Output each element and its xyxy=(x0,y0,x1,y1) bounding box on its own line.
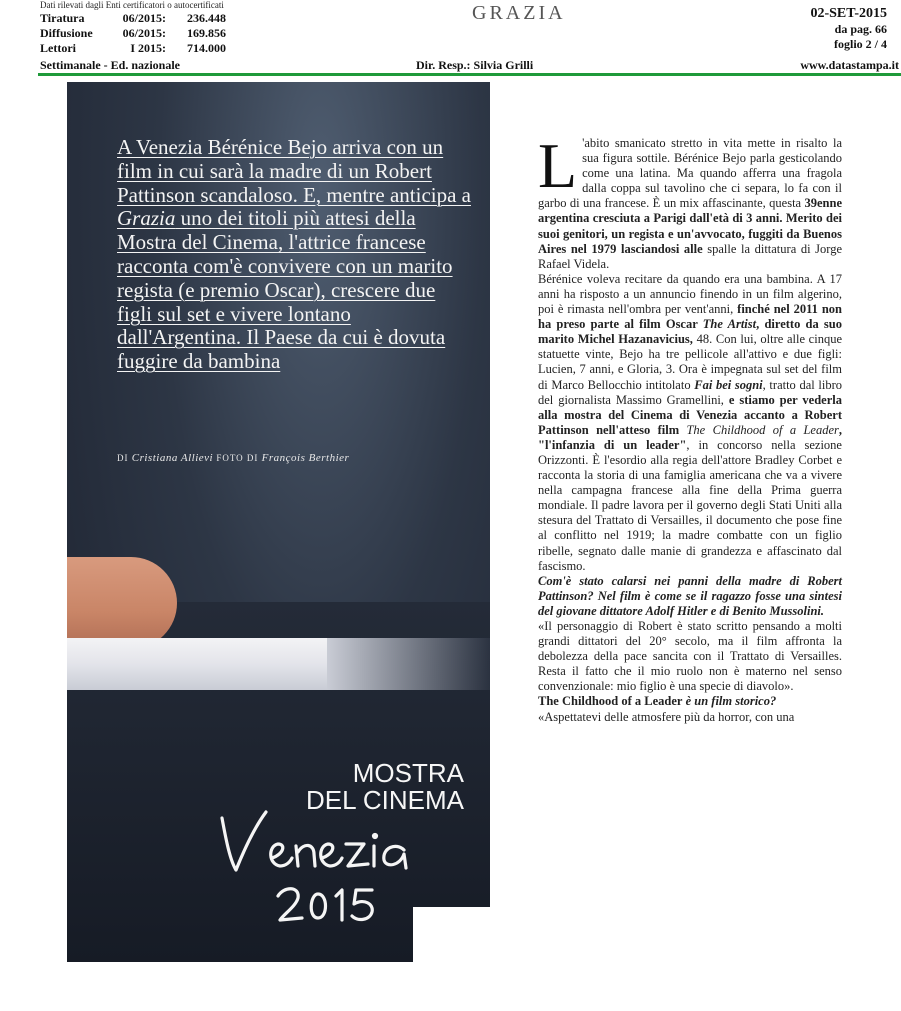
article-paragraph-1 xyxy=(538,130,842,272)
byline-photographer: François Berthier xyxy=(261,452,350,464)
interview-answer-1: «Il personaggio di Robert è stato scritto pensando a molti grandi dittatori del 20° secolo, ma il film affronta la debolezza della pace sancita con il Trattato di Versailles. Resta il fatto che il mio ruolo non è materno nel senso convenzionale: mio figlio è una specie di diavolo». xyxy=(538,619,842,694)
photo-arm xyxy=(67,557,177,649)
intro-text-b: uno dei titoli più attesi della Mostra del Cinema, l'attrice francese racconta com'è convivere con un marito regista (e premio Oscar), crescere due figli sul set e vivere lontano dall'Argentina. Il Paese da cui è dovuta fuggire da bambina xyxy=(117,206,453,374)
paragraph-text: , in concorso nella sezione Orizzonti. È l'esordio alla regia dell'attore Bradley Corbet e racconta la storia di una famiglia americana che va a vivere nella campagna francese alla fine della Prima guerra mondiale. Il padre lavora per il governo degli Stati Uniti alla stesura del Trattato di Versailles, il documento che pose fine al conflitto nel 1919; la madre combatte con un figlio ribelle, segnato dalle manie di grandezza e affascinato dal fascismo. xyxy=(538,437,842,573)
byline-author: Cristiana Allievi xyxy=(131,452,214,464)
byline-photo: FOTO DI xyxy=(216,453,259,463)
stat-value: 169.856 xyxy=(187,26,226,40)
paragraph-bold: finché nel 2011 non ha preso parte al film Oscar xyxy=(538,302,842,332)
stat-period: 06/2015: xyxy=(122,11,166,25)
drop-cap: L xyxy=(538,130,578,201)
director-credit: Dir. Resp.: Silvia Grilli xyxy=(416,58,534,72)
film-title: The Artist xyxy=(702,317,757,332)
header-divider xyxy=(38,73,901,76)
certification-note: Dati rilevati dagli Enti certificatori o autocertificati xyxy=(40,0,224,10)
photo-table xyxy=(67,638,327,690)
paragraph-bold: e stiamo per vederla alla mostra del Cinema di Venezia accanto a Robert Pattinson nell'atteso film xyxy=(538,392,842,437)
festival-line1: MOSTRA xyxy=(352,758,464,788)
venezia-script-logo xyxy=(214,800,454,930)
film-title: The Childhood of a Leader xyxy=(686,422,839,437)
paragraph-text: spalle la dittatura di Jorge Rafael Videla. xyxy=(538,241,842,271)
film-title: Fai bei sogni xyxy=(694,377,763,392)
byline-by: DI xyxy=(117,453,129,463)
stat-row-lettori xyxy=(40,41,226,56)
article-body xyxy=(538,130,842,725)
photo-table-glow xyxy=(327,638,490,690)
issue-date: 02-SET-2015 xyxy=(810,6,887,21)
magazine-logo: GRAZIA xyxy=(472,2,566,24)
website-link[interactable]: www.datastampa.it xyxy=(800,58,899,72)
stat-period: 06/2015: xyxy=(122,26,166,40)
sheet-number: foglio 2 / 4 xyxy=(834,37,887,51)
stat-value: 714.000 xyxy=(187,41,226,55)
paragraph-bold: 39enne argentina cresciuta a Parigi dall'età di 3 anni. Merito dei suoi genitori, un regista e un'avvocato, fuggiti da Buenos Aires nel 1979 lasciandosi alle xyxy=(538,196,842,256)
venezia-2015-script xyxy=(214,800,454,920)
publication-type: Settimanale - Ed. nazionale xyxy=(40,58,180,72)
stat-label: Lettori xyxy=(40,41,76,55)
interview-question-2 xyxy=(538,694,842,709)
circulation-stats xyxy=(40,11,226,56)
stat-row-tiratura xyxy=(40,11,226,26)
stat-period: I 2015: xyxy=(130,41,166,55)
paragraph-bold: , "l'infanzia di un leader" xyxy=(538,422,842,452)
stat-label: Diffusione xyxy=(40,26,93,40)
intro-text-a: A Venezia Bérénice Bejo arriva con un film in cui sarà la madre di un Robert Pattinson scandaloso. E, mentre anticipa a xyxy=(117,135,471,207)
paragraph-bold: , diretto da suo marito Michel Hazanavicius, xyxy=(538,317,842,347)
byline xyxy=(117,452,349,464)
interview-question-1: Com'è stato calarsi nei panni della madre di Robert Pattinson? Nel film è come se il ragazzo fosse una sintesi del giovane dittatore Adolf Hitler e di Benito Mussolini. xyxy=(538,573,842,618)
page-from: da pag. 66 xyxy=(834,22,887,36)
paragraph-text: , tratto dal libro del giornalista Massimo Gramellini, xyxy=(538,377,842,407)
stat-value: 236.448 xyxy=(187,11,226,25)
article-intro xyxy=(117,136,472,374)
question-text: è un film storico? xyxy=(682,694,777,709)
intro-magazine: Grazia xyxy=(117,206,176,231)
stat-label: Tiratura xyxy=(40,11,85,25)
interview-answer-2: «Aspettatevi delle atmosfere più da horror, con una xyxy=(538,709,795,724)
question-film-title: The Childhood of a Leader xyxy=(538,694,683,709)
paragraph-text: Bérénice voleva recitare da quando era una bambina. A 17 anni ha risposto a un annuncio finendo in un film algerino, poi è rimasta nell'ombra per vent'anni, xyxy=(538,271,842,317)
paragraph-text: 48. Con lui, oltre alle cinque statuette vinte, Bejo ha tre pellicole all'attivo e due figli: Lucien, 7 anni, e Gloria, 3. Ora è impegnata sul set del film di Marco Bellocchio intitolato xyxy=(538,332,842,392)
festival-line2: DEL CINEMA xyxy=(306,785,464,815)
paragraph-text: 'abito smanicato stretto in vita mette in risalto la sua figura sottile. Bérénice Bejo parla gesticolando come una latina. Ma quando afferra una fragola dalla coppa sul tavolino che ci separa, lo fa con il garbo di una francese. È un mix affascinante, questa xyxy=(538,136,842,211)
stat-row-diffusione xyxy=(40,26,226,41)
article-paragraph-2 xyxy=(538,272,842,574)
issue-info xyxy=(810,6,887,52)
